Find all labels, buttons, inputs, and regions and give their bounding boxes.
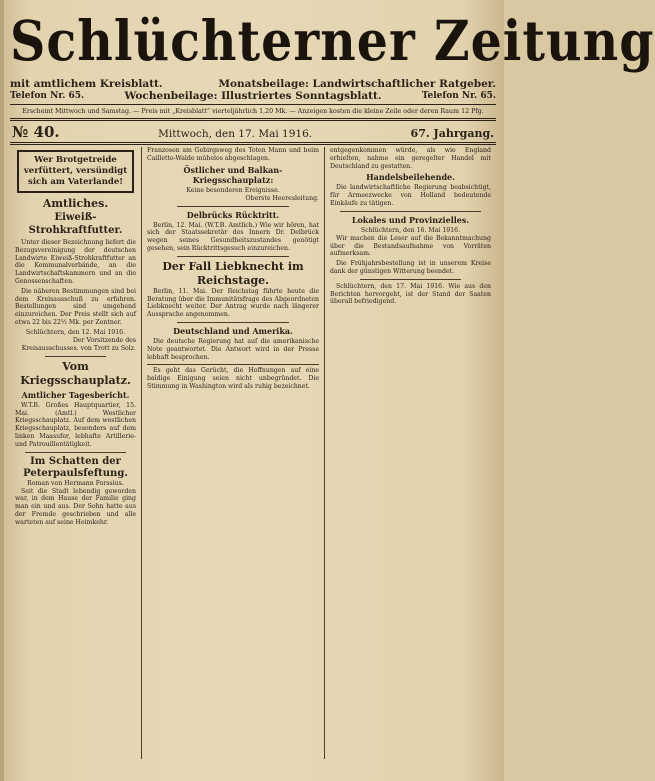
serial-title: Im Schatten der Peterpaulsfeftung.: [23, 455, 128, 479]
official-body: Unter dieser Bezeichnung liefert die Bezugsvereinigung der deutschen Landwirte Eiweiß-Strohkraftfutter an die Kommunalverbände, an die Landwirtschaftskammern und an die Genossenschaften.: [15, 239, 136, 285]
masthead: [10, 4, 655, 78]
divider: [25, 452, 126, 453]
trade-intro-body: entgegenkommen würde, als wie England erhielten, nahme ein geregelter Handel mit Deutschland zu gestatten.: [330, 147, 491, 170]
case-title: Der Fall Liebknecht im Reichstage.: [162, 259, 304, 287]
war-subtitle: Amtlicher Tagesbericht.: [21, 389, 130, 400]
page-edge: [0, 0, 4, 781]
east-front-body: Keine besonderen Ereignisse.: [186, 186, 280, 194]
right-column: [325, 147, 496, 759]
usa-body-2: Es geht das Gerücht, die Hoffnungen auf eine baldige Einigung seien nicht unbegründet. Die Stimmung in Washington wird als ruhig bezeichnet.: [147, 367, 319, 390]
newspaper-title: Schlüchterner Zeitung: [10, 8, 655, 74]
double-rule: [10, 142, 496, 145]
left-column: [10, 147, 142, 759]
issue-row: [10, 123, 496, 140]
notice-box: Wer Brotgetreide verfüttert, versündigt sich am Vaterlande!: [17, 150, 134, 193]
issue-date: Mittwoch, den 17. Mai 1916.: [158, 128, 313, 140]
divider: [177, 322, 289, 323]
official-title: Amtliches.: [42, 197, 109, 210]
official-place: Schlüchtern, den 12. Mai 1916.: [25, 328, 126, 336]
war-title: Vom Kriegsschauplatz.: [20, 359, 131, 387]
divider: [360, 279, 461, 280]
issue-number: № 40.: [12, 123, 60, 141]
usa-body: Die deutsche Regierung hat auf die amerikanische Note geantwortet. Die Antwort wird in der Presse lebhaft besprochen.: [147, 337, 319, 361]
east-front-signoff: Oberste Heeresleitung.: [245, 194, 319, 202]
local-title: Lokales und Provinzielles.: [351, 214, 470, 225]
left-tagline: mit amtlichem Kreisblatt.: [10, 78, 163, 90]
trade-title: Handelsbeilehende.: [366, 172, 455, 183]
phone-left: Telefon Nr. 65.: [10, 91, 85, 101]
right-tagline: Monatsbeilage: Landwirtschaftlicher Ratgeber.: [218, 78, 496, 90]
local-body: Schlüchtern, den 17. Mai 1916. Wie aus den Berichten hervorgeht, ist der Stand der Saaten überall befriedigend.: [330, 282, 491, 306]
official-subtitle: Eiweiß-Strohkraftfutter.: [28, 212, 123, 236]
usa-title: Deutschland und Amerika.: [173, 325, 293, 336]
middle-column: [142, 147, 325, 759]
resign-body: Berlin, 12. Mai. (W.T.B. Amtlich.) Wie wir hören, hat sich der Staatssekretär des Innern Dr. Delbrück wegen seines Gesundheitszustandes genötigt gesehen, sein Rücktrittsgesuch einzureichen.: [147, 221, 319, 252]
rule: [10, 104, 496, 105]
subscription-terms: Erscheint Mittwoch und Samstag. — Preis mit „Kreisblatt“ vierteljährlich 1,20 Mk. — Anzeigen kosten die kleine Zeile oder deren Raum 12 Pfg.: [22, 108, 484, 115]
columns: [10, 147, 496, 759]
weekly-supplement: Wochenbeilage: Illustriertes Sonntagsblatt.: [124, 90, 382, 102]
double-rule: [10, 118, 496, 121]
local-body: Die Frühjahrsbestellung ist in unserem Kreise dank der günstigen Witterung beendet.: [330, 260, 491, 275]
divider: [177, 206, 289, 207]
serial-subtitle: Roman von Hermann Forssius.: [27, 479, 124, 487]
case-body: Berlin, 11. Mai. Der Reichstag führte heute die Beratung über die Immunitätsfrage des Abgeordneten Liebknecht weiter. Der Antrag wurde nach längerer Aussprache angenommen.: [147, 287, 319, 319]
official-body: Die näheren Bestimmungen sind bei dem Kreisausschuß zu erfahren. Bestellungen sind umgehend einzureichen. Der Preis stellt sich auf etwa 22 bis 22½ Mk. per Zentner.: [15, 287, 136, 326]
front-body: Franzosen am Gebirgsweg des Toten Mann und beim Caillette-Walde mühelos abgeschlagen.: [147, 147, 319, 162]
phone-row: [10, 91, 496, 102]
phone-right: Telefon Nr. 65.: [421, 91, 496, 101]
local-body: Wir machen die Leser auf die Bekanntmachung über die Bestandsaufnahme von Vorräten aufmerksam.: [330, 234, 491, 258]
lower-section: [147, 364, 319, 390]
divider: [45, 356, 106, 357]
issue-year: 67. Jahrgang.: [410, 127, 494, 140]
east-front-title: Östlicher und Balkan-Kriegsschauplatz:: [183, 164, 283, 185]
war-body: W.T.B. Großes Hauptquartier, 15. Mai. (Amtl.) Westlicher Kriegsschauplatz. Auf dem westlichen Kriegsschauplatz, besonders auf dem linken Maasufer, lebhafte Artillerie- und Patrouillentätigkeit.: [15, 401, 136, 448]
serial-body: Seit die Stadt lebendig geworden war, in dem Hause der Familie ging man ein und aus. Der Sohn hatte aus der Fremde geschrieben und alle warteten auf seine Heimkehr.: [15, 487, 136, 526]
resign-title: Delbrücks Rücktritt.: [186, 209, 280, 220]
divider: [340, 211, 481, 212]
trade-body: Die landwirtschaftliche Regierung beabsichtigt, für Armeezwecke von Holland bedeutende Einkäufe zu tätigen.: [330, 184, 491, 207]
local-place: Schlüchtern, den 16. Mai 1916.: [360, 226, 461, 234]
official-signoff: Der Vorsitzende des Kreisausschusses. von Trott zu Solz.: [21, 336, 136, 352]
divider: [177, 256, 289, 257]
